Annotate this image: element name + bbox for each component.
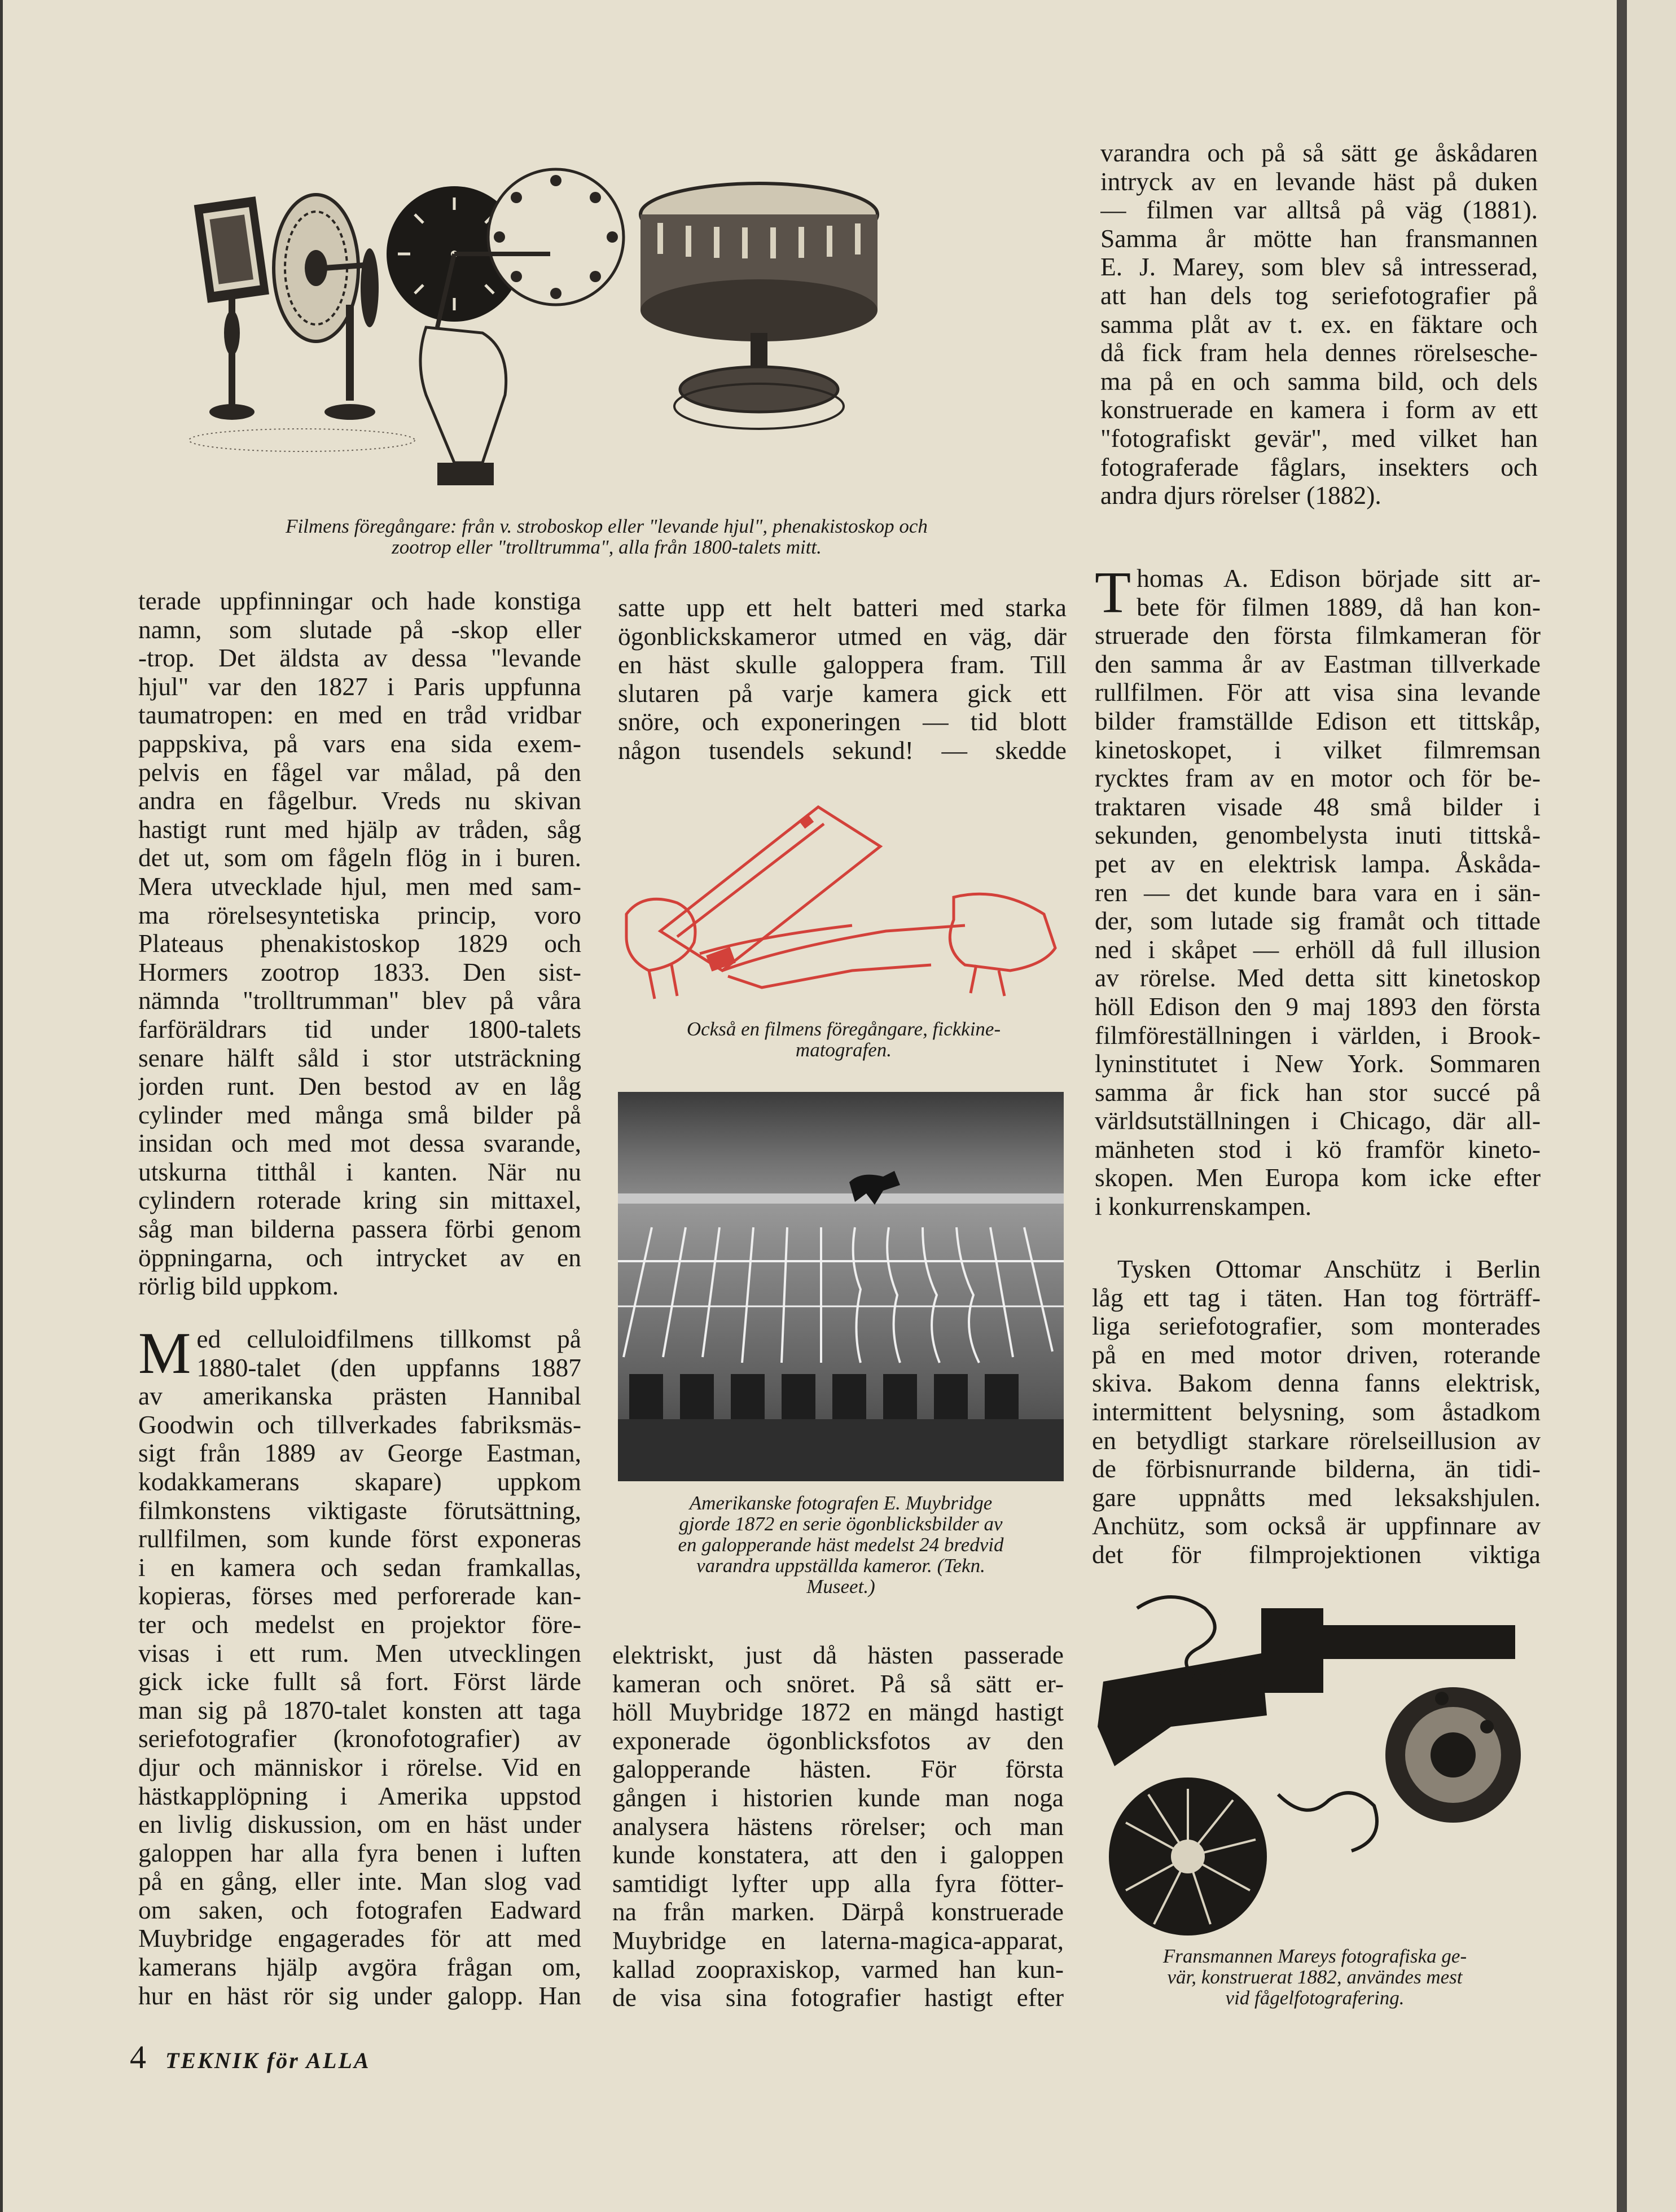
text-line: utskurna titthål i kanten. När nu (138, 1157, 581, 1186)
page-footer (130, 2038, 371, 2076)
caption-line: vid fågelfotografering. (1225, 1987, 1405, 2009)
column-middle-top (618, 594, 1067, 765)
text-line: pet av en elektrisk lampa. Åskåda- (1095, 849, 1541, 878)
text-line: der, som lutade sig framåt och tittade (1095, 907, 1541, 936)
caption-flip-book (612, 1019, 1075, 1060)
photo-muybridge-horse (618, 1092, 1064, 1481)
text-line: en häst skulle galoppera fram. Till (618, 651, 1067, 679)
text-line: seriefotografier (kronofotografier) av (138, 1724, 581, 1753)
text-line: elektriskt, just då hästen passerade (612, 1641, 1064, 1669)
text-line: kameran och snöret. På så sätt er- (612, 1669, 1064, 1698)
column-middle-bottom (612, 1641, 1064, 2012)
figure-optical-toys (189, 147, 1069, 519)
text-line: varandra och på så sätt ge åskådaren (1100, 139, 1538, 167)
caption-line: Museet.) (806, 1575, 875, 1597)
phenakistoscope-illustration (387, 169, 624, 485)
text-line: av rörelse. Med detta sitt kinetoskop (1095, 964, 1541, 993)
text-line: djur och människor i rörelse. Vid en (138, 1753, 581, 1781)
text-line: taumatropen: en med en tråd vridbar (138, 701, 581, 730)
text-line: pelvis en fågel var målad, på den (138, 758, 581, 787)
text-line: man sig på 1870-talet konsten att taga (138, 1696, 581, 1724)
text-line: samtidigt lyfter upp alla fyra fötter- (612, 1869, 1064, 1898)
text-line: galoppen har alla fyra benen i luften (138, 1838, 581, 1867)
caption-line: Filmens föregångare: från v. stroboskop eller "levande hjul", phenakistoskop och (286, 515, 928, 537)
column-right-top (1100, 139, 1538, 510)
text-line: Samma år mötte han fransmannen (1100, 224, 1538, 253)
adjacent-page-edge (1627, 0, 1676, 2212)
text-line: analysera hästens rörelser; och man (612, 1812, 1064, 1841)
text-line: på en gång, eller inte. Man slog vad (138, 1867, 581, 1896)
text-line: då fick fram hela dennes rörelsesche- (1100, 339, 1538, 367)
text-line: gare uppnåtts med leksakshjulen. (1092, 1483, 1541, 1512)
text-line: Muybridge engagerades för att med (138, 1924, 581, 1953)
text-line: sekunden, genombelysta inuti tittskå- (1095, 821, 1541, 850)
text-line: insidan och med mot dessa svarande, (138, 1129, 581, 1158)
text-line: ma rörelsesyntetiska princip, voro (138, 901, 581, 929)
text-line: senare hälft såld i stor utsträckning (138, 1043, 581, 1072)
text-line: ter och medelst en projektor före- (138, 1610, 581, 1639)
text-line: på en med motor driven, roterande (1092, 1340, 1541, 1369)
text-line: skiva. Bakom denna fanns elektrisk, (1092, 1369, 1541, 1398)
text-line: samma år fick han stor succé på (1095, 1078, 1541, 1107)
text-line: det ut, som om fågeln flög in i buren. (138, 844, 581, 872)
text-line: kopieras, förses med perforerade kan- (138, 1582, 581, 1610)
text-line: — filmen var alltså på väg (1881). (1100, 196, 1538, 225)
text-line: kamerans hjälp avgöra frågan om, (138, 1953, 581, 1982)
text-line: i en kamera och sedan framkallas, (138, 1553, 581, 1582)
text-line: snöre, och exponeringen — tid blott (618, 708, 1067, 736)
text-line: konstruerade en kamera i form av ett (1100, 396, 1538, 424)
caption-line: Amerikanske fotografen E. Muybridge (689, 1492, 993, 1514)
text-line: "fotografiskt gevär", med vilket han (1100, 424, 1538, 453)
text-line: låg ett tag i täten. Han tog förträff- (1092, 1283, 1541, 1312)
text-line: rycktes fram av en motor och för be- (1095, 764, 1541, 793)
text-line: de visa sina fotografier hastigt efter (612, 1983, 1064, 2012)
text-line: kinetoskopet, i vilket filmremsan (1095, 735, 1541, 764)
text-line: visas i ett rum. Men utvecklingen (138, 1639, 581, 1667)
text-line: cylinder med många små bilder på (138, 1100, 581, 1129)
text-line: ögonblickskameror utmed en väg, där (618, 622, 1067, 651)
text-line: de förbisnurrande bilderna, än tidi- (1092, 1455, 1541, 1484)
text-line: E. J. Marey, som blev så intresserad, (1100, 253, 1538, 282)
text-line: öppningarna, och intrycket av en (138, 1243, 581, 1272)
caption-line: zootrop eller "trolltrumma", alla från 1800-talets mitt. (392, 536, 822, 558)
text-line: nämnda "trolltrumman" blev på våra (138, 986, 581, 1015)
text-line: intryck av en levande häst på duken (1100, 167, 1538, 196)
text-line: samma plåt av t. ex. en fäktare och (1100, 310, 1538, 339)
text-line: någon tusendels sekund! — skedde (618, 736, 1067, 765)
text-line: sigt från 1889 av George Eastman, (138, 1439, 581, 1468)
text-line: Tysken Ottomar Anschütz i Berlin (1117, 1255, 1541, 1283)
text-line: ma på en och samma bild, och dels (1100, 367, 1538, 396)
text-line: att han dels tog seriefotografier på (1100, 281, 1538, 310)
page-number: 4 (130, 2039, 146, 2075)
column-left (138, 587, 581, 1301)
text-line: den samma år av Eastman tillverkade (1095, 649, 1541, 678)
text-line: filmföreställningen i världen, i Brook- (1095, 1021, 1541, 1050)
column-left-celluloid (138, 1320, 581, 2010)
figure-marey-gun (1092, 1586, 1543, 1947)
text-line: Plateaus phenakistoskop 1829 och (138, 929, 581, 958)
text-line: kunde konstatera, att den i galoppen (612, 1841, 1064, 1869)
drop-cap: M (138, 1320, 191, 1386)
text-line: Mera utvecklade hjul, men med sam- (138, 872, 581, 901)
text-line: pappskiva, på vars ena sida exem- (138, 729, 581, 758)
text-line: galopperande hästen. För första (612, 1755, 1064, 1784)
text-line: lyninstitutet i New York. Sommaren (1095, 1050, 1541, 1078)
text-line: bete för filmen 1889, då han kon- (1137, 592, 1541, 621)
text-line: filmkonstens viktigaste förutsättning, (138, 1496, 581, 1525)
adjacent-page (1617, 0, 1676, 2212)
magazine-name: TEKNIK för ALLA (165, 2048, 371, 2073)
caption-line: gjorde 1872 en serie ögonblicksbilder av (679, 1513, 1003, 1535)
text-line: kodakkamerans skapare) uppkom (138, 1467, 581, 1496)
text-line: höll Muybridge 1872 en mängd hastigt (612, 1698, 1064, 1727)
text-line: Anchütz, som också är uppfinnare av (1092, 1512, 1541, 1540)
text-line: homas A. Edison började sitt ar- (1137, 564, 1541, 592)
text-line: hastigt runt med hjälp av tråden, såg (138, 815, 581, 844)
text-line: i konkurrenskampen. (1095, 1192, 1312, 1221)
column-right-edison (1095, 559, 1541, 1221)
caption-muybridge (609, 1493, 1072, 1597)
text-line: världsutställningen i Chicago, där all- (1095, 1107, 1541, 1135)
text-line: cylindern roterade kring sin mittaxel, (138, 1186, 581, 1215)
text-line: det för filmprojektionen viktiga (1092, 1540, 1541, 1569)
text-line: intermittent belysning, som åstadkom (1092, 1397, 1541, 1426)
text-line: traktaren visade 48 små bilder i (1095, 792, 1541, 821)
text-line: satte upp ett helt batteri med starka (618, 594, 1067, 622)
text-line: höll Edison den 9 maj 1893 den första (1095, 992, 1541, 1021)
text-line: ned i skåpet — erhöll då full illusion (1095, 935, 1541, 964)
caption-line: en galopperande häst medelst 24 bredvid (678, 1534, 1004, 1556)
text-line: bilder framställde Edison ett tittskåp, (1095, 706, 1541, 735)
text-line: liga seriefotografier, som monterades (1092, 1312, 1541, 1341)
caption-line: Också en filmens föregångare, fickkine- (686, 1018, 1001, 1040)
text-line: rullfilmen. För att visa sina levande (1095, 678, 1541, 707)
text-line: hjul" var den 1827 i Paris uppfunna (138, 672, 581, 701)
text-line: andra djurs rörelser (1882). (1100, 481, 1381, 510)
zoetrope-illustration (640, 183, 878, 429)
text-line: Goodwin och tillverkades fabriksmäs- (138, 1410, 581, 1439)
magazine-page (3, 0, 1617, 2212)
text-line: en betydligt starkare rörelseillusion av (1092, 1426, 1541, 1455)
caption-line: varandra uppställda kameror. (Tekn. (696, 1555, 985, 1577)
text-line: struerade den första filmkameran för (1095, 621, 1541, 650)
text-line: 1880-talet (den uppfanns 1887 (196, 1353, 581, 1382)
text-line: mänheten stod i kö framför kineto- (1095, 1135, 1541, 1164)
drop-cap: T (1095, 559, 1131, 625)
text-line: namn, som slutade på -skop eller (138, 615, 581, 644)
column-right-anschutz (1092, 1255, 1541, 1569)
text-line: gick icke fullt så fort. Först lärde (138, 1667, 581, 1696)
figure-flip-book (615, 801, 1067, 1010)
text-line: terade uppfinningar och hade konstiga (138, 587, 581, 615)
text-line: exponerade ögonblicksfotos av den (612, 1726, 1064, 1755)
caption-optical-toys (138, 516, 1075, 558)
text-line: skopen. Men Europa kom icke efter (1095, 1164, 1541, 1192)
text-line: farföräldrars tid under 1800-talets (138, 1015, 581, 1043)
text-line: av amerikanska prästen Hannibal (138, 1382, 581, 1411)
text-line: Hormers zootrop 1833. Den sist- (138, 958, 581, 986)
text-line: hur en häst rör sig under galopp. Han (138, 1981, 581, 2010)
caption-marey (1078, 1946, 1552, 2008)
caption-line: vär, konstruerat 1882, användes mest (1167, 1966, 1463, 1988)
text-line: ed celluloidfilmens tillkomst på (196, 1325, 581, 1353)
text-line: en livlig diskussion, om en häst under (138, 1810, 581, 1839)
stroboscope-illustration (189, 195, 415, 451)
text-line: slutaren på varje kamera gick ett (618, 679, 1067, 708)
text-line: rörlig bild uppkom. (138, 1272, 339, 1301)
text-line: kallad zoopraxiskop, varmed han kun- (612, 1955, 1064, 1983)
text-line: andra en fågelbur. Vreds nu skivan (138, 787, 581, 815)
text-line: såg man bilderna passera förbi genom (138, 1215, 581, 1244)
text-line: Muybridge en laterna-magica-apparat, (612, 1926, 1064, 1955)
text-line: -trop. Det äldsta av dessa "levande (138, 644, 581, 673)
text-line: na från marken. Därpå konstruerade (612, 1898, 1064, 1926)
text-line: jorden runt. Den bestod av en låg (138, 1072, 581, 1101)
caption-line: matografen. (795, 1039, 892, 1061)
text-line: gången i historien kunde man noga (612, 1783, 1064, 1812)
caption-line: Fransmannen Mareys fotografiska ge- (1162, 1945, 1467, 1967)
text-line: fotograferade fåglars, insekters och (1100, 453, 1538, 481)
text-line: om saken, och fotografen Eadward (138, 1895, 581, 1924)
text-line: hästkapplöpning i Amerika uppstod (138, 1781, 581, 1810)
text-line: ren — det kunde bara vara en i sän- (1095, 878, 1541, 907)
text-line: rullfilmen, som kunde först exponeras (138, 1525, 581, 1553)
